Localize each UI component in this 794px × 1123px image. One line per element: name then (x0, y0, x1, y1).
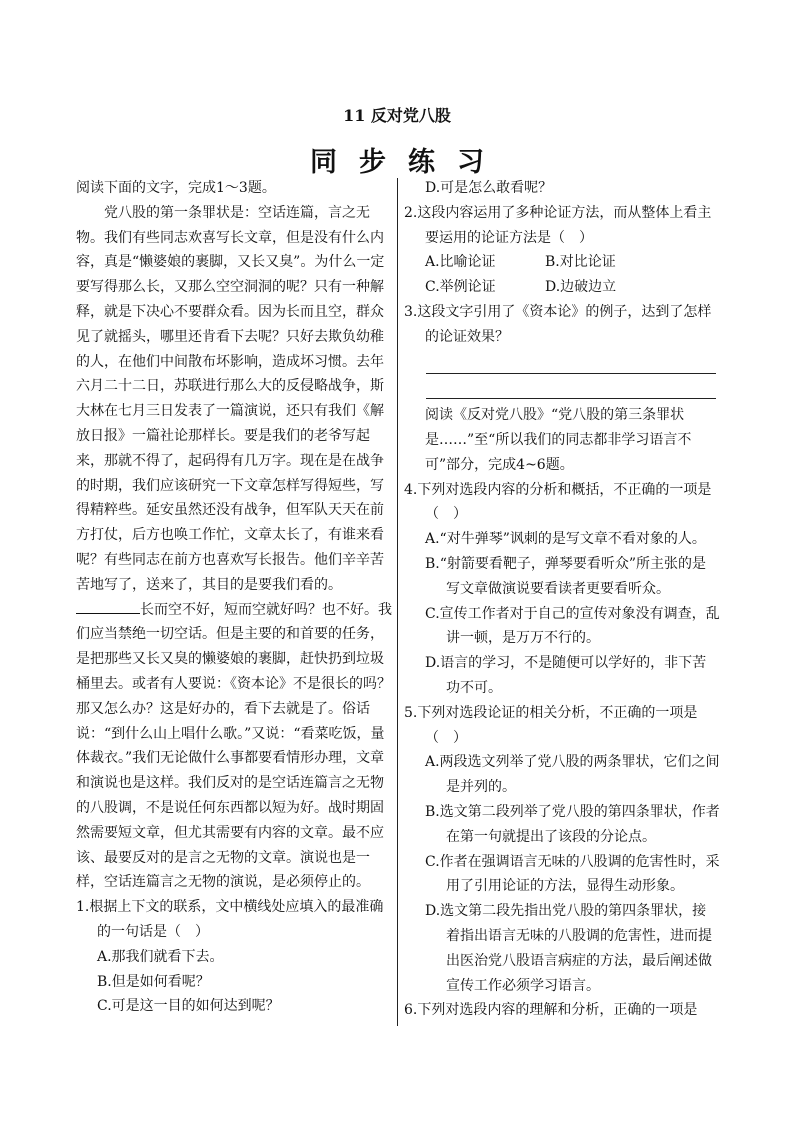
answer-line-2[interactable] (426, 374, 716, 399)
question-2-options-row-2 (404, 275, 720, 300)
reading-instruction-2: 阅读《反对党八股》“党八股的第三条罪状是……”至“所以我们的同志都非学习语言不可”部分，完成4~6题。 (425, 407, 692, 473)
question-4-stem: 4.下列对选段内容的分析和概括，不正确的一项是（ ） (404, 481, 712, 523)
question-2-options-row-1 (404, 250, 720, 275)
question-5-option-b: B.选文第二段列举了党八股的第四条罪状，作者在第一句就提出了该段的分论点。 (425, 803, 720, 845)
lesson-title: 11 反对党八股 (343, 106, 451, 125)
passage-text-part-2: 长而空不好，短而空就好吗？也不好。我们应当禁绝一切空话。但是主要的和首要的任务，是把那些又长又臭的懒婆娘的裹脚，赶快扔到垃圾桶里去。或者有人要说：《资本论》不是很长的吗？那又怎么办？这是好办的，看下去就是了。俗话说：“到什么山上唱什么歌。”又说：“看菜吃饭，量体裁衣。”我们无论做什么事都要看情形办理，文章和演说也是这样。我们反对的是空话连篇言之无物的八股调，不是说任何东西都以短为好。战时期固然需要短文章，但尤其需要有内容的文章。最不应该、最要反对的是言之无物的文章。演说也是一样，空话连篇言之无物的演说，是必须停止的。 (76, 601, 392, 891)
question-2-option-b: B.对比论证 (545, 254, 616, 271)
exercise-heading: 同步练习 (310, 147, 506, 178)
answer-line-1[interactable] (426, 350, 716, 375)
question-1-option-b: B.但是如何看呢？ (97, 973, 210, 990)
question-5-option-a: A.两段选文列举了党八股的两条罪状，它们之间是并列的。 (425, 754, 720, 796)
question-6-stem: 6.下列对选段内容的理解和分析，正确的一项是 (404, 1002, 698, 1019)
question-5-stem: 5.下列对选段论证的相关分析，不正确的一项是（ ） (404, 704, 698, 746)
left-column (76, 176, 394, 1019)
question-2-option-d: D.边破边立 (545, 279, 617, 296)
question-1-option-d: D.可是怎么敢看呢？ (425, 180, 553, 196)
question-1-stem: 1.根据上下文的联系，文中横线处应填入的最准确的一句话是（ ） (76, 899, 384, 940)
question-2-stem: 2.这段内容运用了多种论证方法，而从整体上看主要运用的论证方法是（ ） (404, 204, 712, 246)
reading-instruction: 阅读下面的文字，完成1～3题。 (76, 180, 276, 196)
fill-in-blank (76, 599, 140, 614)
question-2-option-a: A.比喻论证 (425, 254, 496, 271)
question-4-option-a: A.“对牛弹琴”讽刺的是写文章不看对象的人。 (425, 531, 706, 548)
question-1-option-a: A.那我们就看下去。 (97, 948, 224, 965)
question-5-option-c: C.作者在强调语言无味的八股调的危害性时，采用了引用论证的方法，显得生动形象。 (425, 853, 720, 895)
column-divider (397, 178, 398, 1026)
right-column (404, 176, 720, 1023)
reading-passage (76, 201, 394, 895)
question-3-stem: 3.这段文字引用了《资本论》的例子，达到了怎样的论证效果？ (404, 303, 712, 345)
passage-text-part-1: 党八股的第一条罪状是：空话连篇，言之无物。我们有些同志欢喜写长文章，但是没有什么内容，真是“懒婆娘的裹脚，又长又臭”。为什么一定要写得那么长，又那么空空洞洞的呢？只有一种解释，就是下决心不要群众看。因为长而且空，群众见了就摇头，哪里还肯看下去呢？只好去欺负幼稚的人，在他们中间散布坏影响，造成坏习惯。去年六月二十二日，苏联进行那么大的反侵略战争，斯大林在七月三日发表了一篇演说，还只有我们《解放日报》一篇社论那样长。要是我们的老爷写起来，那就不得了，起码得有几万字。现在是在战争的时期，我们应该研究一下文章怎样写得短些，写得精粹些。延安虽然还没有战争，但军队天天在前方打仗，后方也唤工作忙，文章太长了，有谁来看呢？有些同志在前方也喜欢写长报告。他们辛辛苦苦地写了，送来了，其目的是要我们看的。 (76, 204, 385, 593)
question-2-option-c: C.举例论证 (425, 279, 496, 296)
question-5-option-d: D.选文第二段先指出党八股的第四条罪状，接着指出语言无味的八股调的危害性，进而提出医治党八股语言病症的方法，最后阐述做宣传工作必须学习语言。 (425, 903, 712, 994)
question-1-option-c: C.可是这一目的如何达到呢？ (97, 998, 280, 1015)
question-4-option-d: D.语言的学习，不是随便可以学好的，非下苦功不可。 (425, 655, 707, 696)
question-4-option-c: C.宣传工作者对于自己的宣传对象没有调查，乱讲一顿，是万万不行的。 (425, 605, 720, 647)
question-4-option-b: B.“射箭要看靶子，弹琴要看听众”所主张的是写文章做演说要看读者更要看听众。 (425, 555, 707, 597)
